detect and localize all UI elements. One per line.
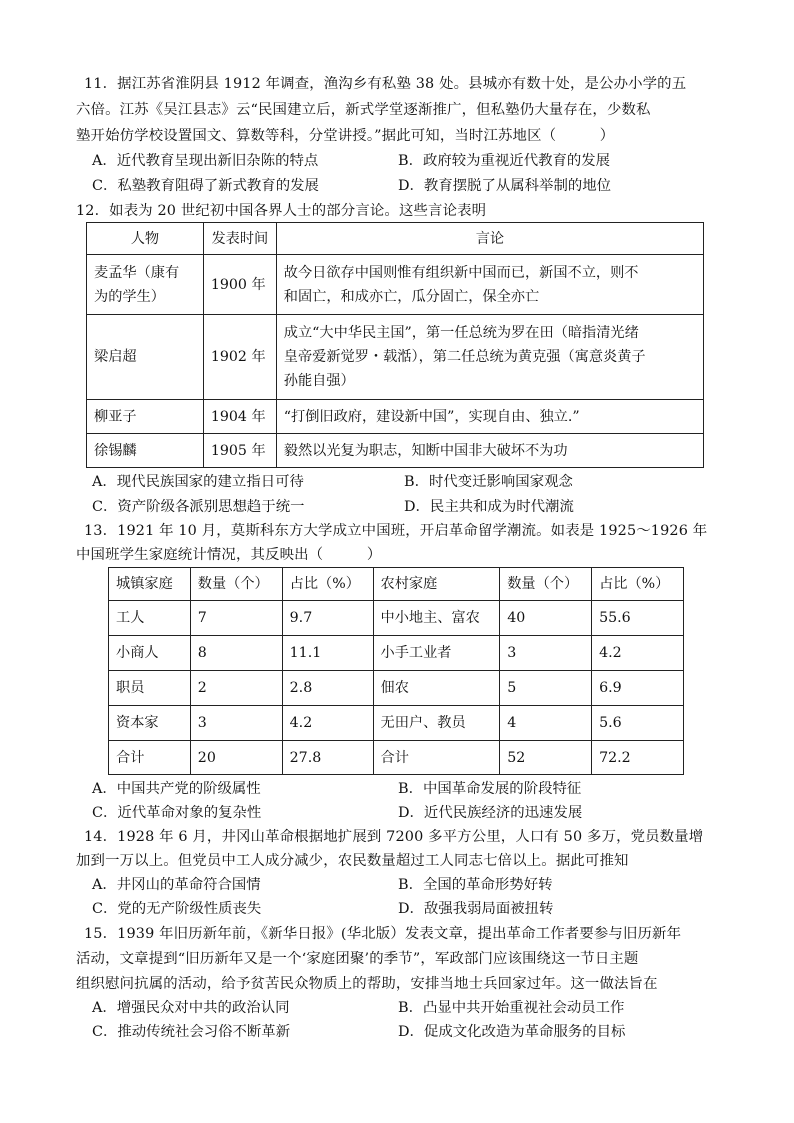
speech-line: 孙能自强） [283, 373, 355, 389]
table-cell: 5.6 [592, 706, 684, 741]
q15-option-b[interactable]: B．凸显中共开始重视社会动员工作 [398, 1000, 625, 1016]
q15-option-c[interactable]: C．推动传统社会习俗不断革新 [92, 1024, 291, 1040]
q12-option-b[interactable]: B．时代变迁影响国家观念 [404, 474, 573, 490]
table-cell: 资本家 [109, 706, 191, 741]
q13-header-cell: 数量（个） [500, 568, 592, 601]
table-row [109, 706, 684, 741]
q14-line-1: 14．1928 年 6 月，井冈山革命根据地扩展到 7200 多平方公里，人口有 50 多万，党员数量增 [84, 829, 704, 845]
q11-line-3: 塾开始仿学校设置国文、算数等科，分堂讲授。”据此可知，当时江苏地区（ ） [76, 128, 615, 144]
table-cell: 小商人 [109, 636, 191, 671]
table-cell: 55.6 [592, 601, 684, 636]
q14-option-a[interactable]: A．井冈山的革命符合国情 [92, 877, 261, 893]
table-row [87, 400, 704, 434]
table-cell: 合计 [109, 741, 191, 775]
table-cell: 毅然以光复为职志，知断中国非大破坏不为功 [276, 434, 703, 468]
table-cell: 徐锡麟 [87, 434, 204, 468]
q11-option-b[interactable]: B．政府较为重视近代教育的发展 [398, 153, 611, 169]
table-cell [87, 255, 204, 315]
table-cell: 40 [500, 601, 592, 636]
q13-header-cell: 占比（%） [592, 568, 684, 601]
q15-line-1: 15．1939 年旧历新年前，《新华日报》(华北版）发表文章，提出革命工作者要参与旧历新年 [84, 926, 682, 942]
table-cell [276, 315, 703, 400]
q13-header-cell: 城镇家庭 [109, 568, 191, 601]
table-cell: 27.8 [282, 741, 373, 775]
q11-option-a[interactable]: A．近代教育呈现出新旧杂陈的特点 [92, 153, 319, 169]
q14-option-d[interactable]: D．敌强我弱局面被扭转 [398, 901, 554, 917]
q12-header-speech: 言论 [276, 223, 703, 255]
table-cell: 5 [500, 671, 592, 706]
q11-option-d[interactable]: D．教育摆脱了从属科举制的地位 [398, 178, 612, 194]
table-cell: 6.9 [592, 671, 684, 706]
q12-option-d[interactable]: D．民主共和成为时代潮流 [404, 499, 574, 515]
q11-option-c[interactable]: C．私塾教育阻碍了新式教育的发展 [92, 178, 319, 194]
q13-line-2: 中国班学生家庭统计情况，其反映出（ ） [76, 547, 382, 563]
q12-option-c[interactable]: C．资产阶级各派别思想趋于统一 [92, 499, 305, 515]
person-line: 为的学生） [94, 288, 165, 305]
q13-option-d[interactable]: D．近代民族经济的迅速发展 [398, 805, 583, 821]
table-cell: 柳亚子 [87, 400, 204, 434]
table-cell: 无田户、教员 [373, 706, 500, 741]
q12-header-person: 人物 [87, 223, 204, 255]
q13-header-cell: 占比（%） [282, 568, 373, 601]
table-cell: 2 [190, 671, 282, 706]
q15-line-2: 活动，文章提到“旧历新年又是一个‘家庭团聚’的季节”，军政部门应该围绕这一节日主题 [76, 951, 639, 967]
table-cell: 8 [190, 636, 282, 671]
q13-table [108, 567, 684, 775]
table-cell: 7 [190, 601, 282, 636]
table-cell: 工人 [109, 601, 191, 636]
q11-line-1: 11．据江苏省淮阴县 1912 年调查，渔沟乡有私塾 38 处。县城亦有数十处，是公办小学的五 [84, 76, 687, 92]
q15-line-3: 组织慰问抗属的活动，给予贫苦民众物质上的帮助，安排当地士兵回家过年。这一做法旨在 [76, 976, 658, 992]
q14-line-2: 加到一万以上。但党员中工人成分减少，农民数量超过工人同志七倍以上。据此可推知 [76, 853, 629, 869]
table-cell: 小手工业者 [373, 636, 500, 671]
table-cell: 72.2 [592, 741, 684, 775]
table-cell: 4 [500, 706, 592, 741]
table-cell: 2.8 [282, 671, 373, 706]
q13-header-cell: 农村家庭 [373, 568, 500, 601]
table-cell: 52 [500, 741, 592, 775]
table-cell: 11.1 [282, 636, 373, 671]
speech-line: 皇帝爱新觉罗・载湉），第二任总统为黄克强（寓意炎黄子 [283, 349, 646, 365]
q14-option-c[interactable]: C．党的无产阶级性质丧失 [92, 901, 262, 917]
table-cell: 3 [500, 636, 592, 671]
table-cell [276, 255, 703, 315]
table-cell: 职员 [109, 671, 191, 706]
q12-header-year: 发表时间 [203, 223, 276, 255]
q15-option-a[interactable]: A．增强民众对中共的政治认同 [92, 1000, 290, 1016]
q13-option-a[interactable]: A．中国共产党的阶级属性 [92, 781, 261, 797]
table-cell: “打倒旧政府，建设新中国”，实现自由、独立.” [276, 400, 703, 434]
q12-table [86, 222, 704, 468]
table-cell: 1905 年 [203, 434, 276, 468]
table-row [87, 315, 704, 400]
speech-line: 和固亡，和成亦亡，瓜分固亡，保全亦亡 [283, 288, 540, 305]
q11-line-2: 六倍。江苏《吴江县志》云“民国建立后，新式学堂逐渐推广，但私塾仍大量存在，少数私 [76, 102, 651, 118]
table-cell: 合计 [373, 741, 500, 775]
table-row [109, 741, 684, 775]
table-cell: 梁启超 [87, 315, 204, 400]
table-cell: 1902 年 [203, 315, 276, 400]
table-row [87, 255, 704, 315]
table-row [109, 636, 684, 671]
q13-option-c[interactable]: C．近代革命对象的复杂性 [92, 805, 262, 821]
q15-option-d[interactable]: D．促成文化改造为革命服务的目标 [398, 1024, 626, 1040]
q13-line-1: 13．1921 年 10 月，莫斯科东方大学成立中国班，开启革命留学潮流。如表是 1925～1926 年 [84, 523, 708, 539]
q12-stem: 12．如表为 20 世纪初中国各界人士的部分言论。这些言论表明 [76, 203, 487, 219]
speech-line: 成立“大中华民主国”，第一任总统为罗在田（暗指清光绪 [283, 325, 639, 341]
table-row [109, 601, 684, 636]
q12-table-header [87, 223, 704, 255]
q13-header-cell: 数量（个） [190, 568, 282, 601]
table-cell: 中小地主、富农 [373, 601, 500, 636]
table-cell: 20 [190, 741, 282, 775]
q12-option-a[interactable]: A．现代民族国家的建立指日可待 [92, 474, 304, 490]
person-line: 麦孟华（康有 [94, 264, 180, 281]
q13-table-header [109, 568, 684, 601]
q14-option-b[interactable]: B．全国的革命形势好转 [398, 877, 553, 893]
table-row [87, 434, 704, 468]
table-cell: 3 [190, 706, 282, 741]
table-cell: 1904 年 [203, 400, 276, 434]
table-cell: 4.2 [592, 636, 684, 671]
speech-line: 故今日欲存中国则惟有组织新中国而已，新国不立，则不 [283, 264, 639, 281]
q13-option-b[interactable]: B．中国革命发展的阶段特征 [398, 781, 582, 797]
table-cell: 9.7 [282, 601, 373, 636]
table-cell: 1900 年 [203, 255, 276, 315]
table-cell: 佃农 [373, 671, 500, 706]
table-row [109, 671, 684, 706]
table-cell: 4.2 [282, 706, 373, 741]
